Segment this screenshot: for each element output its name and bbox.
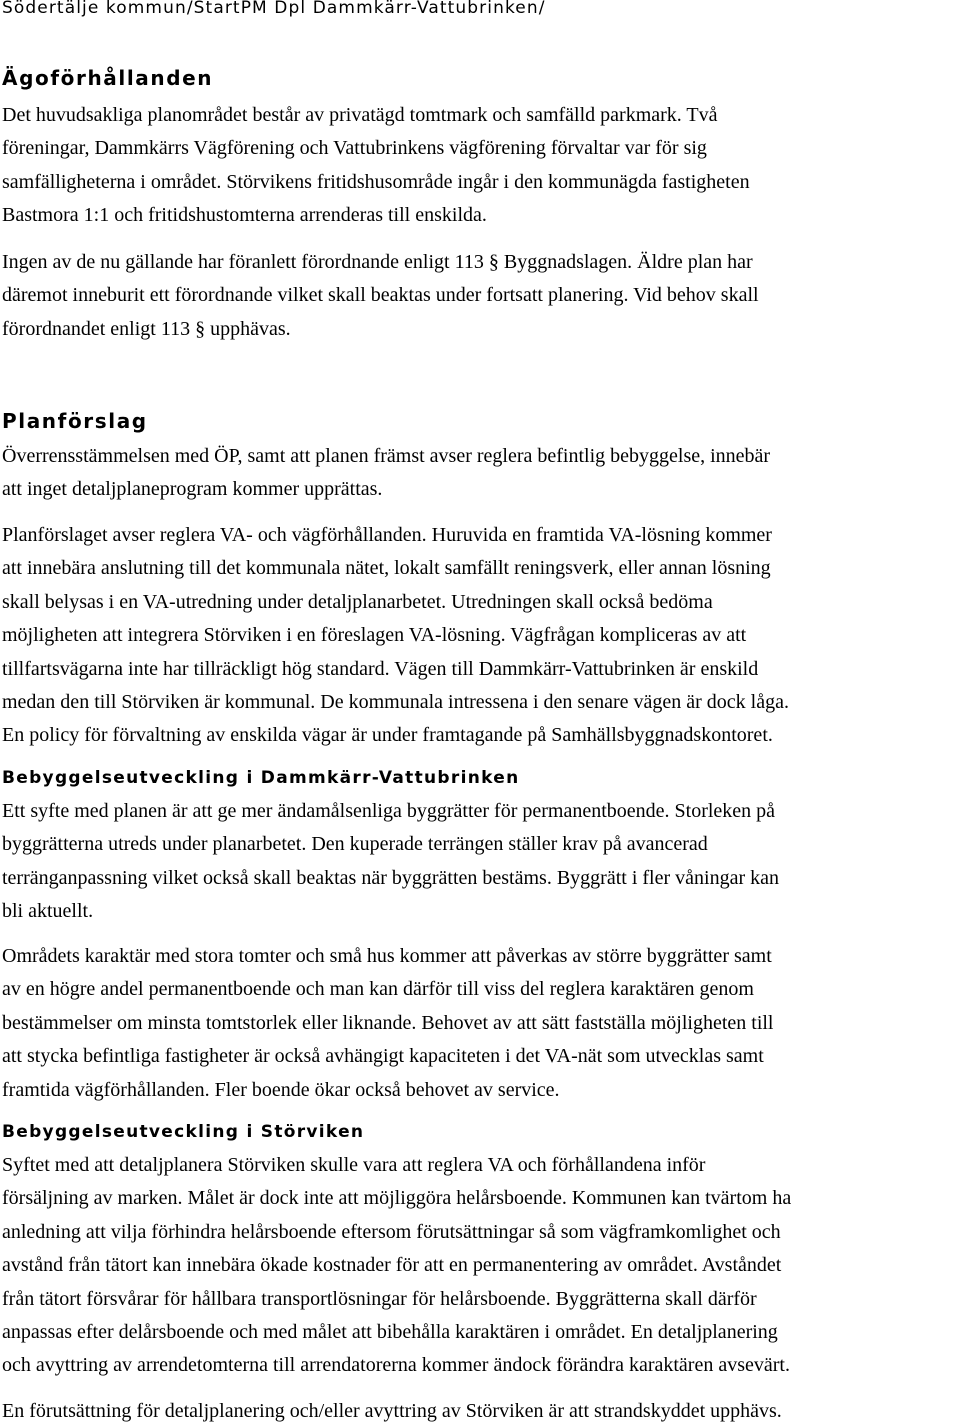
text-line: föreningar, Dammkärrs Vägförening och Vattubrinkens vägförening förvaltar var för sig — [2, 137, 707, 160]
text-line: terränganpassning vilket också skall beaktas när byggrätten bestäms. Byggrätt i fler våningar kan — [2, 866, 779, 889]
text-line: att innebära anslutning till det kommunala nätet, lokalt samfällt reningsverk, eller annan lösning — [2, 557, 771, 580]
text-line: medan den till Störviken är kommunal. De kommunala intressena i den senare vägen är dock låga. — [2, 691, 789, 714]
text-line: bestämmelser om minsta tomtstorlek eller liknande. Behovet av att sätt fastställa möjligheten till — [2, 1011, 774, 1034]
text-line: En policy för förvaltning av enskilda vägar är under framtagande på Samhällsbyggnadskontoret. — [2, 724, 773, 747]
text-line: Det huvudsakliga planområdet består av privatägd tomtmark och samfälld parkmark. Två — [2, 104, 718, 126]
text-line: försäljning av marken. Målet är dock inte att möjliggöra helårsboende. Kommunen kan tvärtom ha — [2, 1187, 792, 1210]
paragraph-planforslag-2 — [2, 519, 957, 753]
text-line: förordnandet enligt 113 § upphävas. — [2, 317, 291, 340]
text-line: avstånd från tätort kan innebära ökade kostnader för att en permanentering av området. Avståndet — [2, 1254, 782, 1277]
text-line: att stycka befintliga fastigheter är också avhängigt kapaciteten i det VA-nät som utvecklas samt — [2, 1045, 764, 1068]
text-line: Syftet med att detaljplanera Störviken skulle vara att reglera VA och förhållandena inför — [2, 1154, 706, 1176]
paragraph-planforslag-1 — [2, 440, 957, 507]
text-line: Ingen av de nu gällande har föranlett förordnande enligt 113 § Byggnadslagen. Äldre plan har — [2, 251, 753, 273]
paragraph-storviken-2 — [2, 1395, 957, 1428]
text-line: Områdets karaktär med stora tomter och små hus kommer att påverkas av större byggrätter samt — [2, 945, 772, 967]
text-line: möjligheten att integrera Störviken i en föreslagen VA-lösning. Vägfrågan kompliceras av att — [2, 624, 747, 647]
text-line: från tätort försvårar för hållbara transportlösningar för helårsboende. Byggrätterna skall därför — [2, 1287, 757, 1310]
text-line: skall belysas i en VA-utredning under detaljplanarbetet. Utredningen skall också bedöma — [2, 590, 713, 613]
paragraph-agoforhallanden-2 — [2, 246, 957, 346]
text-line: anpassas efter delårsboende och med målet att bibehålla karaktären i området. En detaljplanering — [2, 1321, 778, 1344]
text-line: Överrensstämmelsen med ÖP, samt att planen främst avser reglera befintlig bebyggelse, innebär — [2, 445, 771, 467]
paragraph-agoforhallanden-1 — [2, 99, 957, 233]
text-line: framtida vägförhållanden. Fler boende ökar också behovet av service. — [2, 1078, 560, 1101]
text-line: tillfartsvägarna inte har tillräckligt hög standard. Vägen till Dammkärr-Vattubrinken är enskild — [2, 657, 759, 680]
paragraph-dammkarr-2 — [2, 940, 957, 1107]
heading-bebyggelse-storviken: Bebyggelseutveckling i Störviken — [2, 1122, 365, 1142]
heading-agoforhallanden: Ägoförhållanden — [2, 66, 214, 90]
text-line: och avyttring av arrendetomterna till arrendatorerna kommer ändock förändra karaktären avsevärt. — [2, 1354, 790, 1377]
paragraph-dammkarr-1 — [2, 795, 957, 929]
text-line: däremot inneburit ett förordnande vilket skall beaktas under fortsatt planering. Vid behov skall — [2, 284, 759, 307]
running-header: Södertälje kommun/StartPM Dpl Dammkärr-Vattubrinken/ — [2, 0, 546, 18]
text-line: anledning att vilja förhindra helårsboende eftersom förutsättningar så som vägframkomlighet och — [2, 1220, 781, 1243]
text-line: att inget detaljplaneprogram kommer upprättas. — [2, 478, 383, 501]
text-line: samfälligheterna i området. Störvikens fritidshusområde ingår i den kommunägda fastigheten — [2, 170, 750, 193]
text-line: En förutsättning för detaljplanering och/eller avyttring av Störviken är att strandskyddet upphävs. — [2, 1400, 782, 1422]
text-line: Planförslaget avser reglera VA- och vägförhållanden. Huruvida en framtida VA-lösning kommer — [2, 524, 772, 546]
text-line: byggrätterna utreds under planarbetet. Den kuperade terrängen ställer krav på avancerad — [2, 833, 708, 856]
heading-planforslag: Planförslag — [2, 409, 148, 433]
text-line: av en högre andel permanentboende och man kan därför till viss del reglera karaktären genom — [2, 978, 754, 1001]
paragraph-storviken-1 — [2, 1149, 957, 1383]
text-line: bli aktuellt. — [2, 900, 94, 923]
heading-bebyggelse-dammkarr: Bebyggelseutveckling i Dammkärr-Vattubrinken — [2, 768, 520, 788]
text-line: Ett syfte med planen är att ge mer ändamålsenliga byggrätter för permanentboende. Storleken på — [2, 800, 776, 822]
text-line: Bastmora 1:1 och fritidshustomterna arrenderas till enskilda. — [2, 204, 487, 227]
